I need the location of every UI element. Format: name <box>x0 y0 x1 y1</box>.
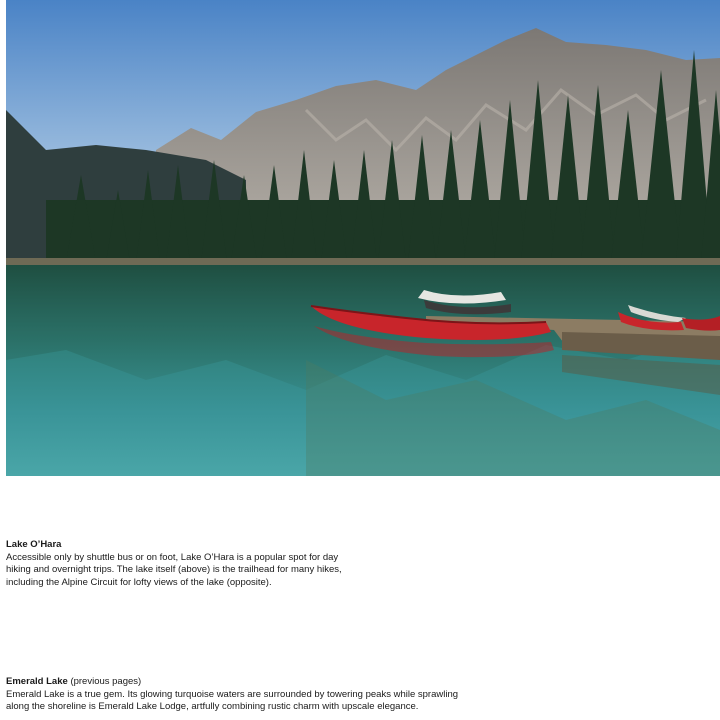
lake-photo <box>6 0 720 476</box>
caption-title: Lake O’Hara <box>6 539 62 550</box>
caption-emerald-lake <box>6 676 526 714</box>
caption-title: Emerald Lake (previous pages) <box>6 676 142 687</box>
caption-line: along the shoreline is Emerald Lake Lodge, artfully combining rustic charm with upscale elegance. <box>6 701 419 712</box>
caption-line: hiking and overnight trips. The lake itself (above) is the trailhead for many hikes, <box>6 564 342 575</box>
shoreline <box>6 258 720 266</box>
caption-subtitle: (previous pages) <box>70 676 142 687</box>
caption-lake-ohara <box>6 539 566 589</box>
caption-line: Accessible only by shuttle bus or on foot, Lake O’Hara is a popular spot for day <box>6 551 339 563</box>
lake-landscape-photo-icon <box>6 0 720 476</box>
caption-line: Emerald Lake is a true gem. Its glowing turquoise waters are surrounded by towering peaks while sprawling <box>6 688 459 700</box>
caption-line: including the Alpine Circuit for lofty views of the lake (opposite). <box>6 576 272 588</box>
